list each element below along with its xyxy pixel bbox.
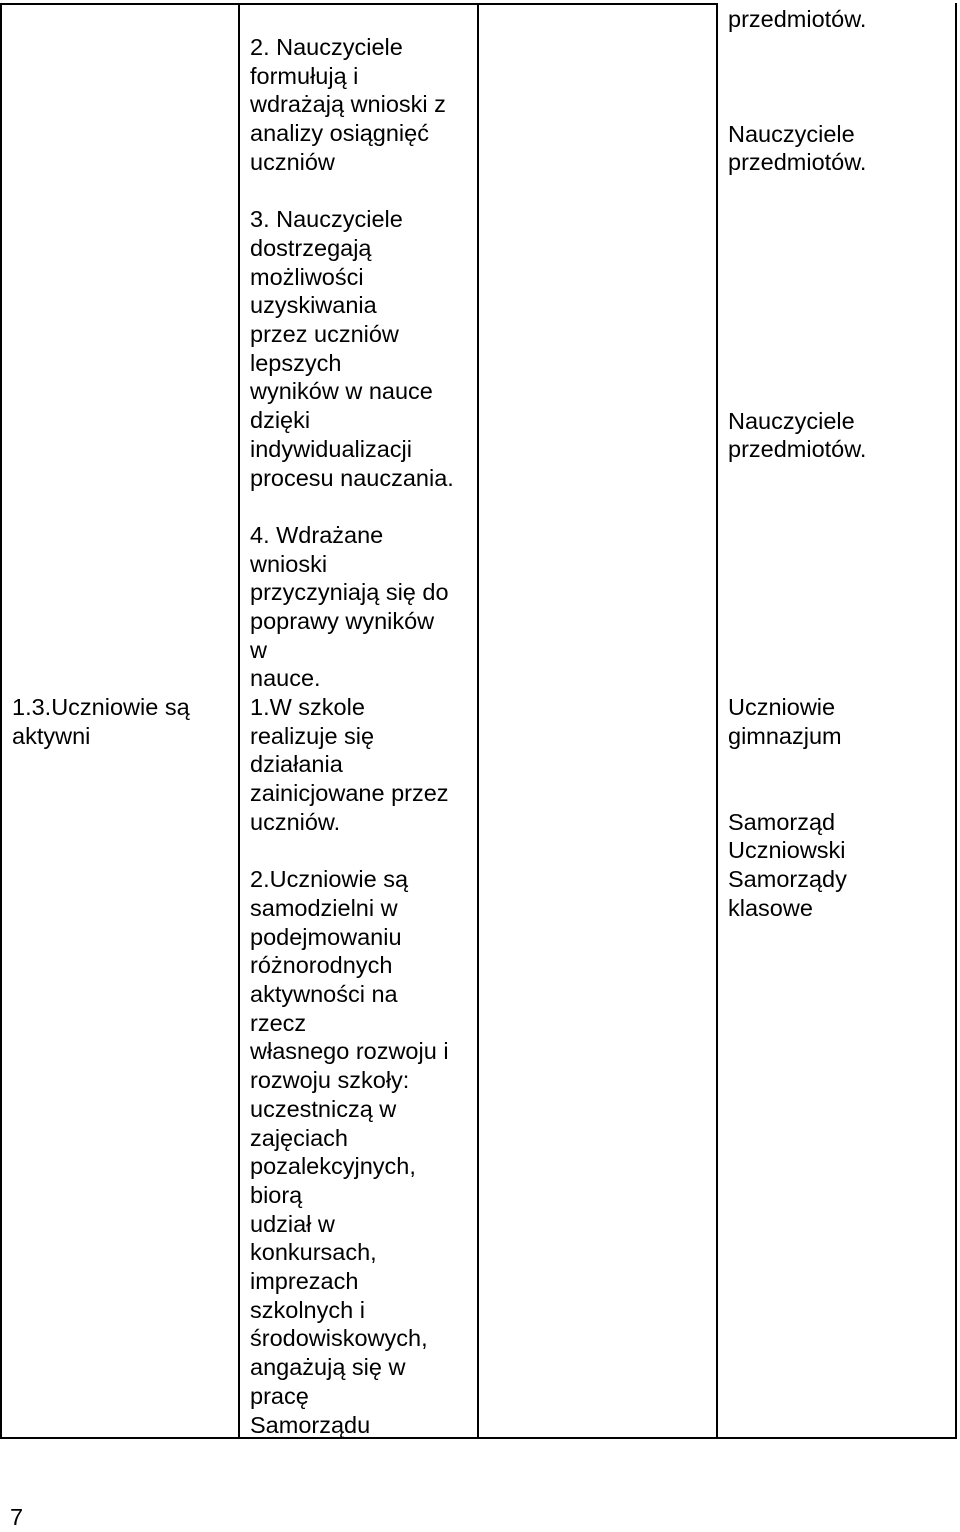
text-line: angażują się w	[250, 1354, 406, 1381]
text-line: pozalekcyjnych,	[250, 1153, 416, 1180]
item-2	[250, 33, 454, 177]
item-4	[250, 521, 454, 693]
text-line: 4. Wdrażane	[250, 521, 384, 548]
text-line: podejmowaniu	[250, 923, 402, 950]
text-line: procesu nauczania.	[250, 464, 454, 491]
table-border-top	[0, 3, 240, 5]
text-line: Uczniowie	[728, 694, 836, 720]
item-3	[250, 205, 454, 492]
text-line: Nauczyciele	[728, 407, 855, 434]
text-line: 1.W szkole	[250, 694, 365, 720]
text-line: przedmiotów.	[728, 6, 867, 32]
text-line: rozwoju szkoły:	[250, 1067, 410, 1094]
text-line: rzecz	[250, 1009, 307, 1036]
text-line: realizuje się	[250, 722, 375, 749]
table-border-bottom	[0, 1437, 957, 1439]
row1-col4-cell	[728, 5, 866, 464]
text-line: Samorząd	[728, 808, 836, 835]
page-number: 7	[10, 1504, 24, 1530]
text-line: 3. Nauczyciele	[250, 206, 403, 233]
table-border-top-col2	[238, 3, 478, 5]
text-line: wnioski	[250, 550, 328, 577]
text-line: uzyskiwania	[250, 292, 377, 319]
text-line: biorą	[250, 1181, 303, 1208]
section-title	[12, 693, 190, 750]
text-line: wdrażają wnioski z	[250, 91, 446, 118]
text-line: w	[250, 636, 267, 663]
text-line: lepszych	[250, 349, 342, 376]
table-divider-1	[238, 3, 240, 1438]
text-line: analizy osiągnięć	[250, 120, 429, 147]
text-line: uczniów	[250, 148, 335, 175]
table-divider-3	[716, 3, 718, 1438]
text-line: przez uczniów	[250, 321, 399, 348]
responsible-2	[728, 120, 866, 177]
text-line: Samorządy	[728, 866, 847, 893]
row2-col1-cell	[12, 693, 190, 750]
item-2-students	[250, 865, 449, 1439]
table-border-left	[0, 3, 2, 1438]
text-line: gimnazjum	[728, 722, 842, 749]
row2-col2-cell	[250, 693, 449, 1439]
text-line: wyników w nauce	[250, 378, 433, 405]
responsible-3	[728, 407, 866, 464]
text-line: 1.3.Uczniowie są	[12, 694, 190, 720]
text-line: imprezach	[250, 1268, 359, 1295]
text-line: klasowe	[728, 894, 813, 921]
text-line: aktywności na	[250, 981, 398, 1008]
text-line: środowiskowych,	[250, 1325, 428, 1352]
text-line: 2. Nauczyciele	[250, 34, 403, 60]
row2-col4-cell	[728, 693, 847, 923]
text-line: działania	[250, 751, 343, 778]
text-line: przedmiotów.	[728, 436, 867, 463]
table-border-top-col3	[477, 3, 717, 5]
table-border-right	[955, 3, 957, 1438]
text-line: pracę	[250, 1382, 309, 1409]
responsible-1	[728, 5, 866, 34]
text-line: szkolnych i	[250, 1296, 365, 1323]
row1-col2-cell	[250, 33, 454, 693]
text-line: własnego rozwoju i	[250, 1038, 449, 1065]
text-line: zajęciach	[250, 1124, 348, 1151]
text-line: aktywni	[12, 722, 91, 749]
text-line: 2.Uczniowie są	[250, 866, 409, 893]
text-line: uczestniczą w	[250, 1095, 397, 1122]
responsible-students	[728, 693, 847, 750]
text-line: dzięki	[250, 407, 311, 434]
text-line: nauce.	[250, 665, 321, 692]
text-line: przyczyniają się do	[250, 579, 449, 606]
text-line: możliwości	[250, 263, 364, 290]
text-line: zainicjowane przez	[250, 780, 449, 807]
text-line: poprawy wyników	[250, 608, 435, 635]
text-line: samodzielni w	[250, 894, 398, 921]
text-line: przedmiotów.	[728, 149, 867, 176]
responsible-council	[728, 808, 847, 923]
text-line: Uczniowski	[728, 837, 846, 864]
text-line: różnorodnych	[250, 952, 393, 979]
text-line: Samorządu	[250, 1411, 371, 1438]
text-line: konkursach,	[250, 1239, 377, 1266]
text-line: dostrzegają	[250, 234, 372, 261]
table-divider-2	[477, 3, 479, 1438]
text-line: Nauczyciele	[728, 120, 855, 147]
text-line: udział w	[250, 1210, 335, 1237]
text-line: formułują i	[250, 62, 359, 89]
item-1	[250, 693, 449, 837]
text-line: uczniów.	[250, 808, 341, 835]
text-line: indywidualizacji	[250, 435, 412, 462]
